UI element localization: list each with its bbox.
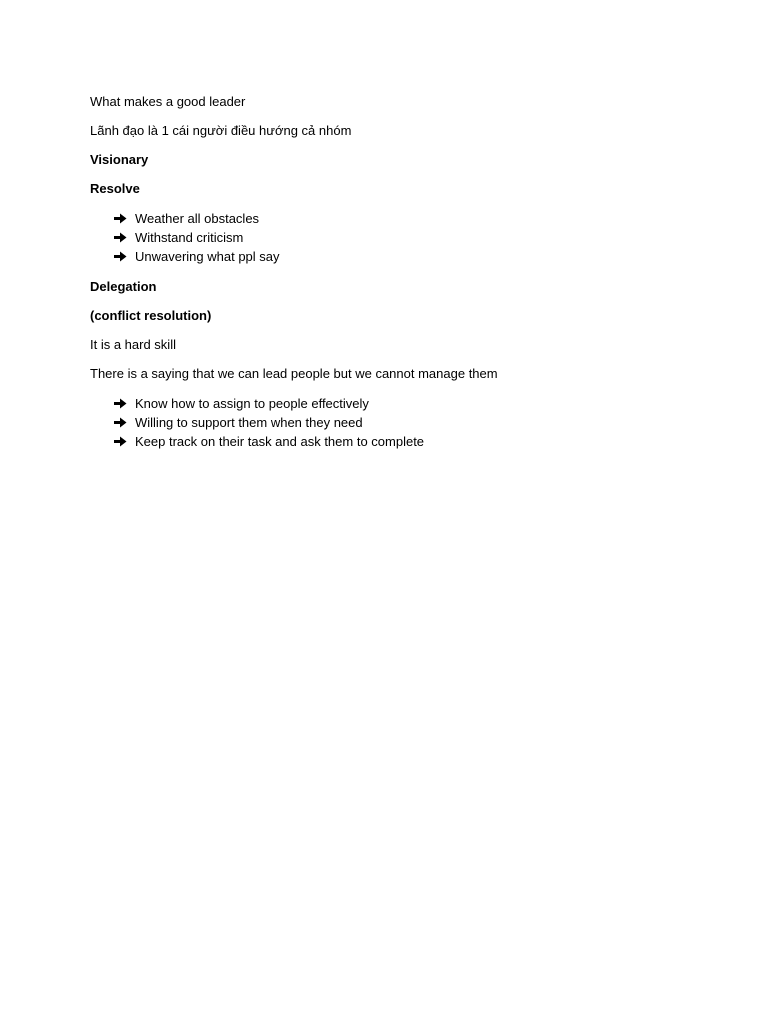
- list-item: [90, 228, 690, 247]
- arrow-right-icon: [114, 250, 127, 263]
- resolve-list: [90, 209, 690, 266]
- heading-resolve: Resolve: [90, 181, 140, 196]
- arrow-right-icon: [114, 397, 127, 410]
- vietnamese-definition: Lãnh đạo là 1 cái người điều hướng cả nhóm: [90, 123, 352, 138]
- list-item-label: Know how to assign to people effectively: [135, 396, 369, 411]
- document-title: What makes a good leader: [90, 94, 246, 109]
- list-item-label: Willing to support them when they need: [135, 415, 363, 430]
- list-item: [90, 247, 690, 266]
- document-body: [90, 93, 690, 463]
- heading-conflict-resolution: (conflict resolution): [90, 308, 212, 323]
- delegation-list: [90, 394, 690, 451]
- arrow-right-icon: [114, 212, 127, 225]
- heading-delegation: Delegation: [90, 279, 157, 294]
- list-item-label: Keep track on their task and ask them to complete: [135, 434, 425, 449]
- arrow-right-icon: [114, 435, 127, 448]
- list-item-label: Weather all obstacles: [135, 211, 260, 226]
- list-item: [90, 209, 690, 228]
- hard-skill-text: It is a hard skill: [90, 337, 176, 352]
- saying-text: There is a saying that we can lead people but we cannot manage them: [90, 366, 498, 381]
- heading-visionary: Visionary: [90, 152, 149, 167]
- arrow-right-icon: [114, 231, 127, 244]
- arrow-right-icon: [114, 416, 127, 429]
- list-item: [90, 432, 690, 451]
- list-item: [90, 394, 690, 413]
- list-item: [90, 413, 690, 432]
- list-item-label: Withstand criticism: [135, 230, 244, 245]
- list-item-label: Unwavering what ppl say: [135, 249, 280, 264]
